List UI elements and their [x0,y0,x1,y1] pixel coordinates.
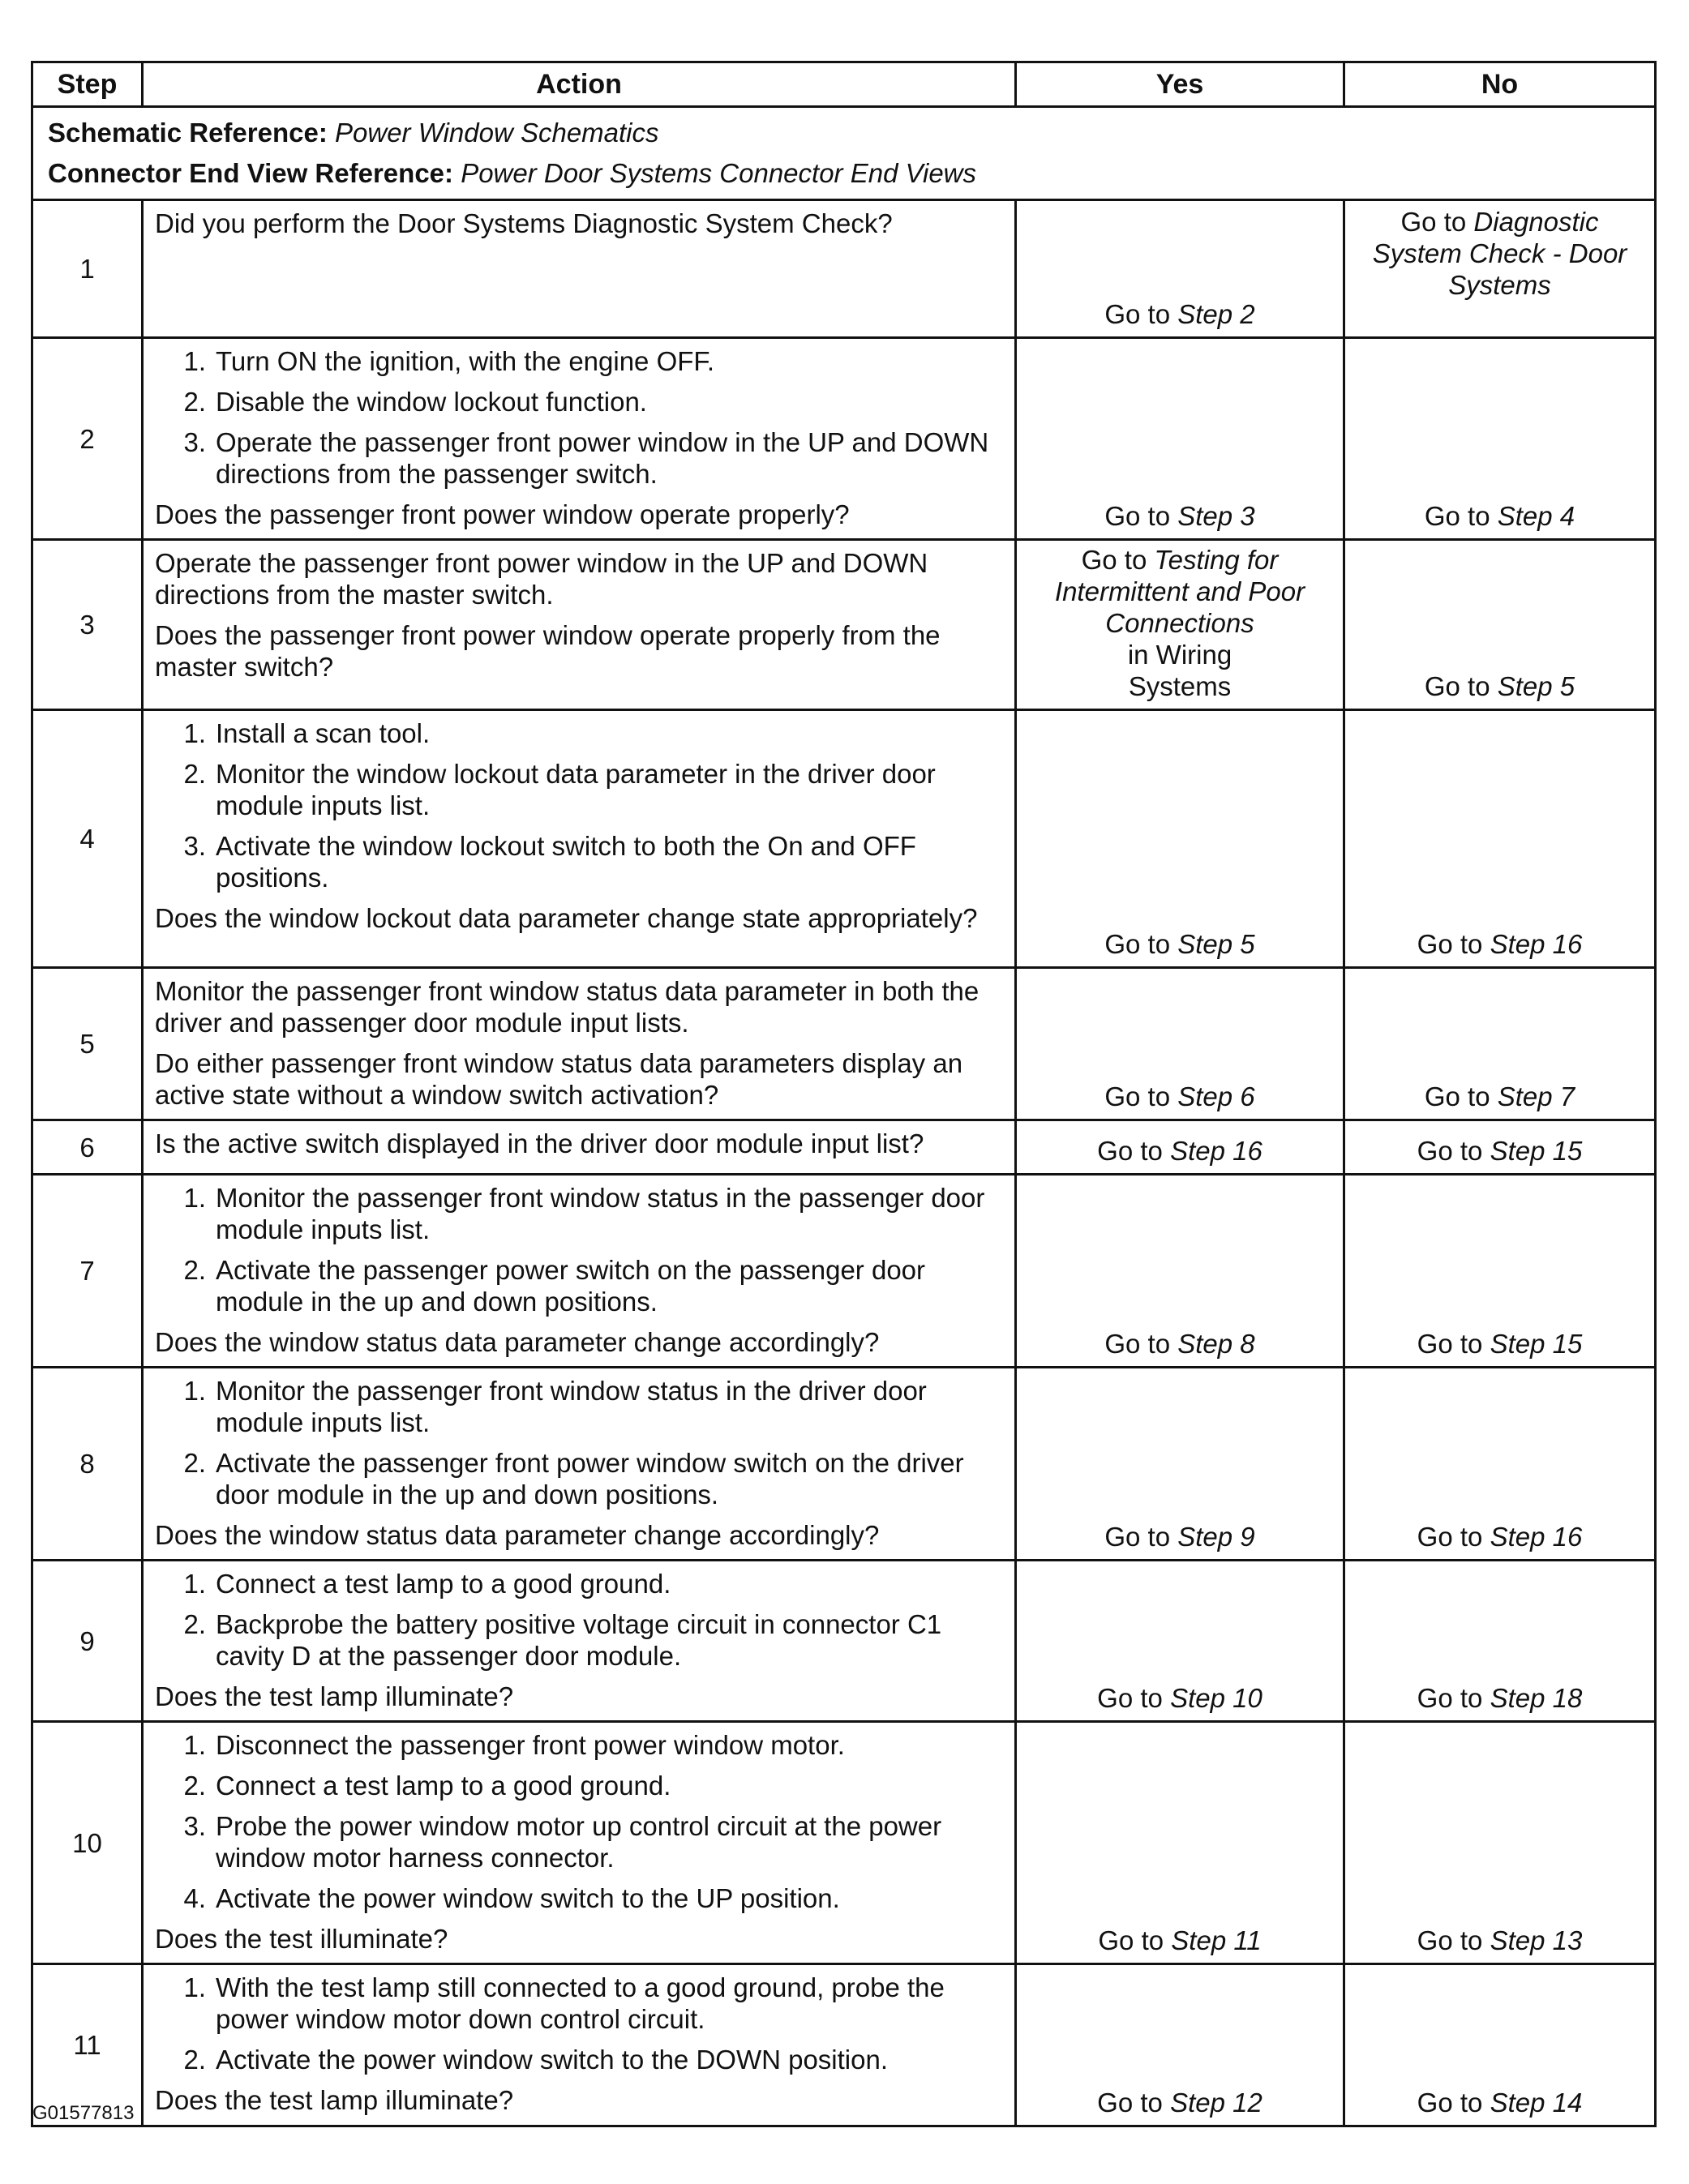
action-cell [143,1964,1016,2126]
connector-reference-link[interactable]: Power Door Systems Connector End Views [461,158,977,188]
connector-reference: Connector End View Reference: Power Door Systems Connector End Views [48,158,977,188]
go-to-link[interactable]: Go to Step 16 [1417,1522,1583,1552]
list-item: 1. Install a scan tool. [183,718,431,748]
header-no: No [1344,62,1656,107]
action-cell [143,710,1016,968]
step-row [32,1722,1656,1964]
step-number: 10 [32,1722,143,1964]
no-cell [1344,200,1656,338]
go-to-link[interactable]: Go to Step 6 [1104,1081,1255,1111]
action-cell [143,338,1016,540]
yes-cell [1016,1722,1344,1964]
action-text: Is the active switch displayed in the driver door module input list? [155,1128,924,1158]
yes-cell [1016,200,1344,338]
yes-cell [1016,1120,1344,1175]
list-item: 1. Turn ON the ignition, with the engine OFF. [183,346,715,376]
yes-cell [1016,710,1344,968]
go-to-link[interactable]: Go to Step 14 [1417,2088,1583,2118]
go-to-link[interactable]: Go to Step 3 [1104,501,1255,531]
list-item: 3. Operate the passenger front power window in the UP and DOWN directions from the passenger switch. [183,427,989,489]
go-to-link[interactable]: Go to Step 5 [1104,929,1255,959]
list-item: 4. Activate the power window switch to the UP position. [183,1883,840,1913]
yes-cell [1016,968,1344,1120]
list-item: 1. Connect a test lamp to a good ground. [183,1569,671,1599]
action-steps-list [155,1182,1003,1317]
list-item: 1. With the test lamp still connected to a good ground, probe the power window motor down control circuit. [183,1972,945,2034]
action-steps-list [155,345,1003,490]
step-number: 3 [32,540,143,710]
no-cell [1344,540,1656,710]
header-yes: Yes [1016,62,1344,107]
go-to-link[interactable]: Go to Testing for Intermittent and Poor Connections in Wiring Systems [1054,545,1305,701]
action-question: Does the test lamp illuminate? [155,2085,514,2115]
action-steps-list [155,717,1003,893]
diagnostic-table [31,61,1657,2127]
go-to-link[interactable]: Go to Step 7 [1424,1081,1575,1111]
list-item: 1. Disconnect the passenger front power window motor. [183,1730,845,1760]
list-item: 2. Connect a test lamp to a good ground. [183,1771,671,1801]
go-to-link[interactable]: Go to Step 16 [1417,929,1583,959]
no-cell [1344,1964,1656,2126]
step-row [32,1368,1656,1561]
no-cell [1344,338,1656,540]
list-item: 2. Disable the window lockout function. [183,387,647,417]
go-to-link[interactable]: Go to Diagnostic System Check - Door Systems [1372,207,1627,300]
header-row [32,62,1656,107]
schematic-reference: Schematic Reference: Power Window Schematics [48,118,659,148]
list-item: 3. Probe the power window motor up control circuit at the power window motor harness connector. [183,1811,942,1873]
references-cell [32,107,1656,200]
step-number: 9 [32,1561,143,1722]
action-question: Does the test lamp illuminate? [155,1681,514,1711]
action-cell [143,1561,1016,1722]
no-cell [1344,1722,1656,1964]
step-row [32,1120,1656,1175]
action-question: Does the window status data parameter change accordingly? [155,1327,880,1357]
step-row [32,1175,1656,1368]
list-item: 1. Monitor the passenger front window status in the passenger door module inputs list. [183,1183,985,1244]
go-to-link[interactable]: Go to Step 9 [1104,1522,1255,1552]
action-text: Did you perform the Door Systems Diagnostic System Check? [155,208,893,238]
step-row [32,710,1656,968]
go-to-link[interactable]: Go to Step 18 [1417,1683,1583,1713]
go-to-link[interactable]: Go to Step 16 [1097,1136,1262,1166]
step-number: 11 [32,1964,143,2126]
go-to-link[interactable]: Go to Step 15 [1417,1136,1583,1166]
step-number: 8 [32,1368,143,1561]
action-cell [143,1175,1016,1368]
no-cell [1344,1561,1656,1722]
step-row [32,1964,1656,2126]
list-item: 3. Activate the window lockout switch to both the On and OFF positions. [183,831,916,893]
action-cell [143,200,1016,338]
action-question: Does the passenger front power window operate properly? [155,499,850,529]
action-question: Does the window lockout data parameter change state appropriately? [155,903,978,933]
yes-cell [1016,1368,1344,1561]
go-to-link[interactable]: Go to Step 11 [1098,1925,1262,1955]
action-question: Does the passenger front power window operate properly from the master switch? [155,620,941,682]
no-cell [1344,968,1656,1120]
list-item: 2. Activate the power window switch to the DOWN position. [183,2045,889,2075]
yes-cell [1016,1964,1344,2126]
list-item: 2. Activate the passenger power switch on the passenger door module in the up and down positions. [183,1255,926,1317]
go-to-link[interactable]: Go to Step 13 [1417,1925,1583,1955]
no-cell [1344,1368,1656,1561]
action-question: Does the window status data parameter change accordingly? [155,1520,880,1550]
action-cell [143,968,1016,1120]
go-to-link[interactable]: Go to Step 15 [1417,1329,1583,1359]
step-number: 2 [32,338,143,540]
action-cell [143,540,1016,710]
go-to-link[interactable]: Go to Step 10 [1097,1683,1262,1713]
header-step: Step [32,62,143,107]
action-text: Monitor the passenger front window status data parameter in both the driver and passenger door module input lists. [155,976,980,1038]
action-steps-list [155,1568,1003,1672]
action-steps-list [155,1375,1003,1510]
step-number: 5 [32,968,143,1120]
action-cell [143,1722,1016,1964]
go-to-link[interactable]: Go to Step 2 [1104,299,1255,329]
step-row [32,200,1656,338]
yes-cell [1016,338,1344,540]
list-item: 2. Activate the passenger front power window switch on the driver door module in the up and down positions. [183,1448,964,1510]
step-row [32,338,1656,540]
no-cell [1344,1175,1656,1368]
step-row [32,968,1656,1120]
no-cell [1344,710,1656,968]
schematic-reference-link[interactable]: Power Window Schematics [335,118,659,148]
list-item: 1. Monitor the passenger front window status in the driver door module inputs list. [183,1376,927,1437]
go-to-link[interactable]: Go to Step 12 [1097,2088,1262,2118]
step-number: 7 [32,1175,143,1368]
yes-cell [1016,540,1344,710]
yes-cell [1016,1175,1344,1368]
figure-code: G01577813 [32,2102,135,2124]
yes-cell [1016,1561,1344,1722]
list-item: 2. Monitor the window lockout data parameter in the driver door module inputs list. [183,759,936,820]
reference-row [32,107,1656,200]
header-action: Action [143,62,1016,107]
step-number: 4 [32,710,143,968]
action-cell [143,1120,1016,1175]
action-question: Do either passenger front window status data parameters display an active state without a window switch activation? [155,1048,963,1110]
step-row [32,1561,1656,1722]
action-steps-list [155,1729,1003,1914]
step-number: 1 [32,200,143,338]
go-to-link[interactable]: Go to Step 4 [1424,501,1575,531]
action-cell [143,1368,1016,1561]
go-to-link[interactable]: Go to Step 5 [1424,671,1575,701]
step-row [32,540,1656,710]
step-number: 6 [32,1120,143,1175]
list-item: 2. Backprobe the battery positive voltage circuit in connector C1 cavity D at the passenger door module. [183,1609,942,1671]
go-to-link[interactable]: Go to Step 8 [1104,1329,1255,1359]
action-steps-list [155,1972,1003,2075]
no-cell [1344,1120,1656,1175]
action-question: Does the test illuminate? [155,1924,448,1954]
action-text: Operate the passenger front power window in the UP and DOWN directions from the master switch. [155,548,928,610]
